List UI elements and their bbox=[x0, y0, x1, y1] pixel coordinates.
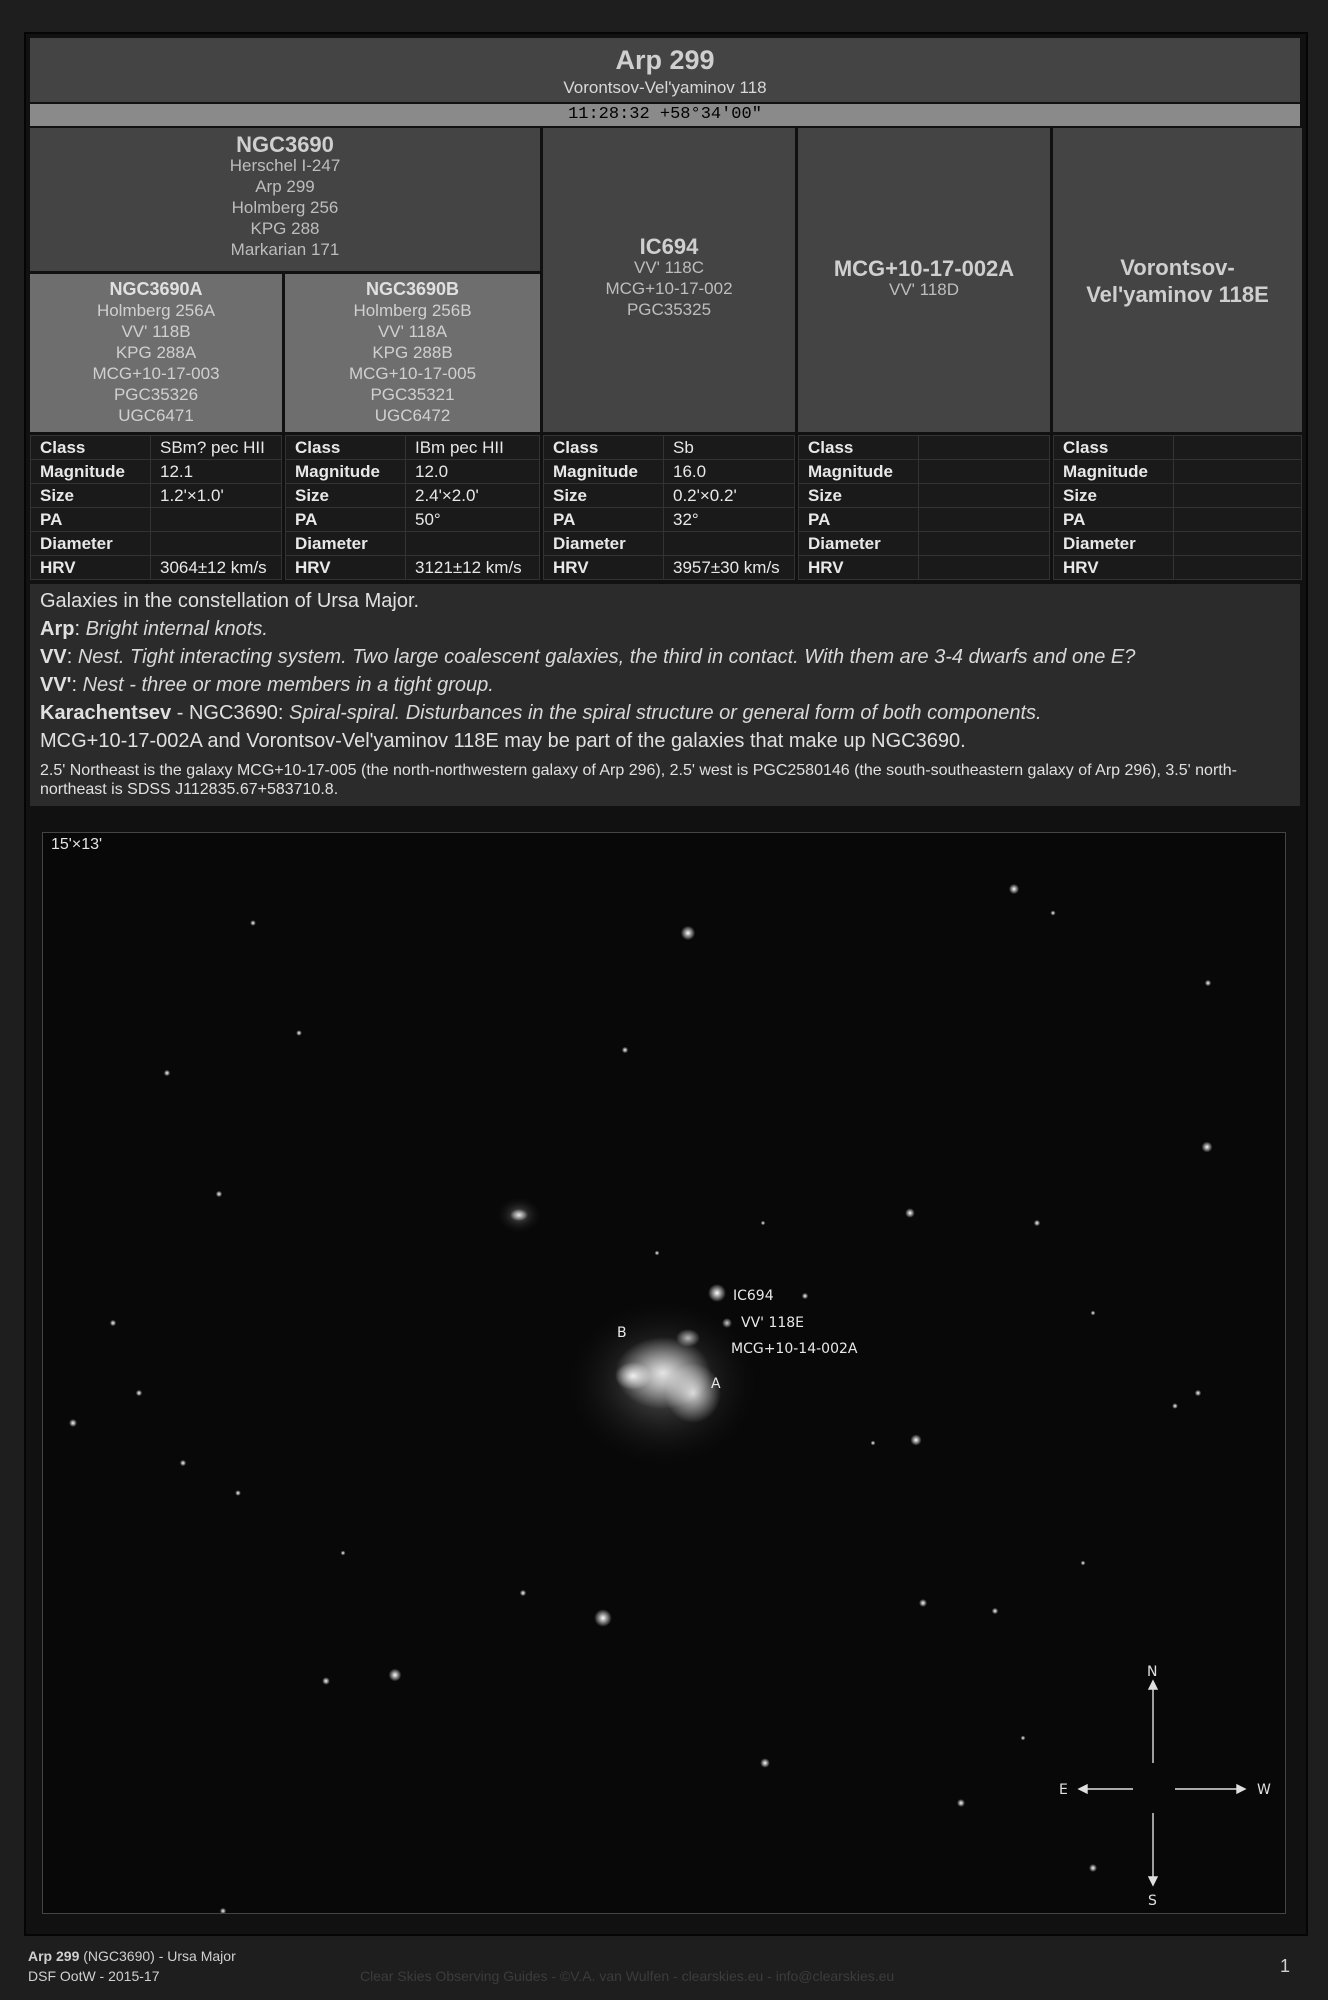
property-key: Diameter bbox=[544, 532, 664, 556]
object-alias: PGC35321 bbox=[370, 385, 455, 404]
star bbox=[1091, 1311, 1096, 1316]
property-row bbox=[31, 556, 282, 580]
property-value bbox=[1174, 436, 1302, 460]
property-row bbox=[286, 508, 540, 532]
property-row bbox=[544, 556, 795, 580]
star bbox=[110, 1320, 116, 1326]
star bbox=[250, 920, 256, 926]
star bbox=[761, 1221, 765, 1225]
object-alias: Arp 299 bbox=[255, 177, 315, 196]
property-key: Diameter bbox=[1054, 532, 1174, 556]
property-value bbox=[1174, 532, 1302, 556]
property-key: Class bbox=[799, 436, 919, 460]
object-cell-mcg bbox=[798, 128, 1050, 432]
property-key: HRV bbox=[1054, 556, 1174, 580]
properties-table-vv118e bbox=[1053, 435, 1302, 580]
object-name: IC694 bbox=[639, 234, 699, 259]
guide-frame bbox=[24, 32, 1308, 1936]
property-row bbox=[1054, 436, 1302, 460]
property-key: Magnitude bbox=[286, 460, 406, 484]
sky-image bbox=[42, 832, 1286, 1914]
property-key: Class bbox=[544, 436, 664, 460]
label-ic694: IC694 bbox=[733, 1288, 774, 1304]
property-key: Magnitude bbox=[31, 460, 151, 484]
footer-series: DSF OotW - 2015-17 bbox=[28, 1968, 160, 1984]
footer-title-bold: Arp 299 bbox=[28, 1948, 80, 1964]
property-row bbox=[1054, 556, 1302, 580]
property-key: Class bbox=[1054, 436, 1174, 460]
object-alias: MCG+10-17-005 bbox=[348, 364, 477, 383]
property-key: Magnitude bbox=[799, 460, 919, 484]
star bbox=[216, 1191, 222, 1197]
object-alias: KPG 288 bbox=[250, 219, 320, 238]
page-number: 1 bbox=[1280, 1956, 1291, 1976]
description-line: MCG+10-17-002A and Vorontsov-Vel'yaminov 118E may be part of the galaxies that make up NGC3690. bbox=[40, 730, 966, 752]
property-row bbox=[799, 436, 1050, 460]
property-row bbox=[1054, 460, 1302, 484]
property-value: 50° bbox=[406, 508, 540, 532]
property-value bbox=[406, 532, 540, 556]
property-row bbox=[799, 508, 1050, 532]
star bbox=[1202, 1142, 1213, 1153]
property-value bbox=[919, 436, 1050, 460]
property-row bbox=[31, 436, 282, 460]
property-row bbox=[544, 460, 795, 484]
vv-description: VV: Nest. Tight interacting system. Two large coalescent galaxies, the third in contact. With them are 3-4 dwarfs and one E? bbox=[40, 646, 1136, 668]
property-value: 16.0 bbox=[664, 460, 795, 484]
object-alias: KPG 288B bbox=[372, 343, 453, 362]
property-row bbox=[799, 484, 1050, 508]
compass-s: S bbox=[1148, 1893, 1157, 1909]
object-name-line2: Vel'yaminov 118E bbox=[1086, 282, 1269, 307]
star bbox=[1172, 1403, 1178, 1409]
star bbox=[655, 1251, 660, 1256]
property-row bbox=[799, 556, 1050, 580]
properties-table-mcg bbox=[798, 435, 1050, 580]
label-b: B bbox=[617, 1325, 627, 1341]
property-value: SBm? pec HII bbox=[151, 436, 282, 460]
star bbox=[164, 1070, 170, 1076]
property-value bbox=[919, 508, 1050, 532]
property-row bbox=[286, 460, 540, 484]
property-row bbox=[31, 484, 282, 508]
object-alias: UGC6471 bbox=[118, 406, 194, 425]
property-value: 3957±30 km/s bbox=[664, 556, 795, 580]
object-alias: UGC6472 bbox=[374, 406, 451, 425]
property-key: HRV bbox=[799, 556, 919, 580]
property-key: Size bbox=[1054, 484, 1174, 508]
star bbox=[1021, 1736, 1026, 1741]
property-key: Magnitude bbox=[1054, 460, 1174, 484]
property-value: Sb bbox=[664, 436, 795, 460]
karachentsev-description: Karachentsev - NGC3690: Spiral-spiral. Disturbances in the spiral structure or general form of both components. bbox=[40, 702, 1042, 724]
star bbox=[622, 1047, 628, 1053]
property-value bbox=[151, 532, 282, 556]
object-name: MCG+10-17-002A bbox=[833, 256, 1015, 281]
star bbox=[69, 1419, 77, 1427]
star bbox=[322, 1677, 330, 1685]
galaxy-arp299 bbox=[568, 1284, 758, 1465]
property-key: PA bbox=[799, 508, 919, 532]
property-row bbox=[799, 460, 1050, 484]
star bbox=[341, 1551, 346, 1556]
object-alias: Herschel I-247 bbox=[229, 156, 341, 175]
property-key: Diameter bbox=[31, 532, 151, 556]
properties-table-ngc3690b bbox=[285, 435, 540, 580]
property-value bbox=[151, 508, 282, 532]
property-value: 12.1 bbox=[151, 460, 282, 484]
star bbox=[520, 1590, 526, 1596]
property-row bbox=[286, 484, 540, 508]
property-key: HRV bbox=[544, 556, 664, 580]
star bbox=[1089, 1864, 1097, 1872]
star bbox=[1081, 1561, 1086, 1566]
property-row bbox=[1054, 532, 1302, 556]
compass-w: W bbox=[1257, 1782, 1271, 1798]
page-title: Arp 299 bbox=[615, 45, 715, 75]
object-name-line1: Vorontsov- bbox=[1120, 255, 1235, 280]
property-key: Class bbox=[31, 436, 151, 460]
property-key: PA bbox=[286, 508, 406, 532]
object-alias: MCG+10-17-002 bbox=[605, 279, 733, 298]
property-value: 1.2'×1.0' bbox=[151, 484, 282, 508]
property-row bbox=[1054, 484, 1302, 508]
object-alias: Holmberg 256 bbox=[231, 198, 339, 217]
object-cell-ngc3690b bbox=[285, 274, 540, 432]
property-value bbox=[1174, 460, 1302, 484]
object-alias: VV' 118C bbox=[633, 258, 705, 277]
galaxy-spiral-upper-left bbox=[497, 1197, 541, 1233]
property-value bbox=[919, 556, 1050, 580]
label-vv118e: VV' 118E bbox=[741, 1315, 805, 1331]
footer-title-rest: (NGC3690) - Ursa Major bbox=[79, 1948, 236, 1964]
property-value bbox=[919, 460, 1050, 484]
object-name bbox=[1053, 254, 1302, 308]
properties-table-ic694 bbox=[543, 435, 795, 580]
object-cell-ngc3690 bbox=[30, 128, 540, 271]
star bbox=[992, 1608, 998, 1614]
star bbox=[180, 1460, 186, 1466]
star bbox=[905, 1208, 915, 1218]
star bbox=[681, 926, 695, 940]
property-row bbox=[799, 532, 1050, 556]
object-alias: Markarian 171 bbox=[230, 240, 340, 259]
property-value bbox=[1174, 484, 1302, 508]
star bbox=[296, 1030, 302, 1036]
property-value: IBm pec HII bbox=[406, 436, 540, 460]
star bbox=[136, 1390, 142, 1396]
property-key: HRV bbox=[31, 556, 151, 580]
sky-svg bbox=[43, 833, 1285, 1913]
property-key: Size bbox=[544, 484, 664, 508]
star bbox=[957, 1799, 965, 1807]
property-key: PA bbox=[1054, 508, 1174, 532]
star bbox=[1050, 910, 1055, 915]
object-name: NGC3690B bbox=[365, 279, 460, 299]
property-value: 2.4'×2.0' bbox=[406, 484, 540, 508]
property-row bbox=[544, 436, 795, 460]
star bbox=[871, 1441, 876, 1446]
property-value bbox=[919, 532, 1050, 556]
property-row bbox=[544, 532, 795, 556]
object-alias: Holmberg 256A bbox=[96, 301, 216, 320]
property-key: Magnitude bbox=[544, 460, 664, 484]
object-name: NGC3690A bbox=[109, 279, 203, 299]
property-key: Class bbox=[286, 436, 406, 460]
object-cell-ic694 bbox=[543, 128, 795, 432]
description-panel bbox=[30, 584, 1300, 806]
object-name: NGC3690 bbox=[236, 132, 334, 157]
footer-title bbox=[28, 1946, 236, 1986]
compass bbox=[1079, 1681, 1245, 1885]
description-line: Galaxies in the constellation of Ursa Major. bbox=[40, 590, 420, 612]
star bbox=[594, 1609, 612, 1627]
property-value bbox=[1174, 508, 1302, 532]
star bbox=[220, 1908, 226, 1913]
field-scale: 15'×13' bbox=[51, 836, 103, 853]
label-mcg: MCG+10-14-002A bbox=[731, 1341, 858, 1357]
property-value: 0.2'×0.2' bbox=[664, 484, 795, 508]
object-alias: VV' 118A bbox=[377, 322, 448, 341]
coordinates-bar: 11:28:32 +58°34'00" bbox=[30, 104, 1300, 126]
star bbox=[802, 1293, 808, 1299]
property-key: PA bbox=[544, 508, 664, 532]
property-row bbox=[1054, 508, 1302, 532]
object-alias: Holmberg 256B bbox=[353, 301, 472, 320]
compass-n: N bbox=[1147, 1664, 1158, 1680]
object-alias: MCG+10-17-003 bbox=[92, 364, 220, 383]
property-row bbox=[286, 532, 540, 556]
property-value bbox=[664, 532, 795, 556]
object-alias: PGC35326 bbox=[113, 385, 199, 404]
property-value bbox=[919, 484, 1050, 508]
object-cell-vv118e bbox=[1053, 128, 1302, 432]
property-key: Size bbox=[286, 484, 406, 508]
property-value: 32° bbox=[664, 508, 795, 532]
star bbox=[389, 1669, 402, 1682]
property-value: 12.0 bbox=[406, 460, 540, 484]
object-alias: VV' 118D bbox=[888, 280, 960, 299]
nearby-note: 2.5' Northeast is the galaxy MCG+10-17-005 (the north-northwestern galaxy of Arp 296), 2.5' west is PGC2580146 (the south-southeastern galaxy of Arp 296), 3.5' north-northeast is SDSS J112835.67+583710.8. bbox=[40, 762, 1237, 798]
property-row bbox=[286, 556, 540, 580]
arp-description: Arp: Bright internal knots. bbox=[40, 618, 268, 640]
property-value bbox=[1174, 556, 1302, 580]
property-row bbox=[286, 436, 540, 460]
footer-credit: Clear Skies Observing Guides - ©V.A. van Wulfen - clearskies.eu - info@clearskies.eu bbox=[360, 1968, 895, 1984]
property-row bbox=[544, 508, 795, 532]
property-value: 3121±12 km/s bbox=[406, 556, 540, 580]
page-subtitle: Vorontsov-Vel'yaminov 118 bbox=[563, 78, 767, 97]
property-key: Diameter bbox=[799, 532, 919, 556]
star bbox=[235, 1490, 241, 1496]
title-header bbox=[30, 38, 1300, 104]
property-row bbox=[31, 532, 282, 556]
property-key: Size bbox=[31, 484, 151, 508]
object-alias: PGC35325 bbox=[626, 300, 712, 319]
object-alias: KPG 288A bbox=[115, 343, 197, 362]
property-key: Diameter bbox=[286, 532, 406, 556]
compass-e: E bbox=[1059, 1782, 1068, 1798]
star bbox=[919, 1599, 927, 1607]
object-cell-ngc3690a bbox=[30, 274, 282, 432]
property-row bbox=[544, 484, 795, 508]
star bbox=[1205, 980, 1211, 986]
star bbox=[910, 1434, 921, 1445]
star bbox=[760, 1758, 770, 1768]
star bbox=[1195, 1390, 1201, 1396]
property-row bbox=[31, 460, 282, 484]
properties-table-ngc3690a bbox=[30, 435, 282, 580]
property-key: HRV bbox=[286, 556, 406, 580]
label-a: A bbox=[711, 1376, 721, 1392]
star bbox=[1034, 1220, 1040, 1226]
star bbox=[1009, 884, 1019, 894]
property-key: Size bbox=[799, 484, 919, 508]
vvp-description: VV': Nest - three or more members in a tight group. bbox=[40, 674, 494, 696]
property-row bbox=[31, 508, 282, 532]
property-key: PA bbox=[31, 508, 151, 532]
property-value: 3064±12 km/s bbox=[151, 556, 282, 580]
object-alias: VV' 118B bbox=[121, 322, 191, 341]
